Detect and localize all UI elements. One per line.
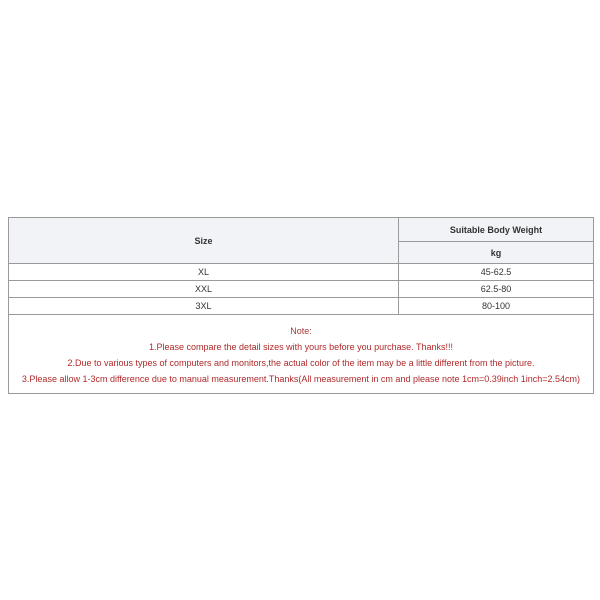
weight-cell: 80-100 [399,298,594,315]
notes-title: Note: [290,326,312,336]
table-row [9,298,594,315]
size-cell: 3XL [9,298,399,315]
size-column-header: Size [9,218,399,264]
notes-section [9,315,594,394]
size-cell: XXL [9,281,399,298]
note-line-1: 1.Please compare the detail sizes with yours before you purchase. Thanks!!! [149,342,453,352]
table-row [9,281,594,298]
note-line-3: 3.Please allow 1-3cm difference due to manual measurement.Thanks(All measurement in cm and please note 1cm=0.39inch 1inch=2.54cm) [21,374,581,384]
note-line-2: 2.Due to various types of computers and monitors,the actual color of the item may be a little different from the picture. [67,358,535,368]
size-cell: XL [9,264,399,281]
weight-cell: 45-62.5 [399,264,594,281]
size-chart-table [8,217,594,394]
weight-unit-header: kg [399,242,594,264]
weight-column-header: Suitable Body Weight [399,218,594,242]
table-row [9,264,594,281]
weight-cell: 62.5-80 [399,281,594,298]
